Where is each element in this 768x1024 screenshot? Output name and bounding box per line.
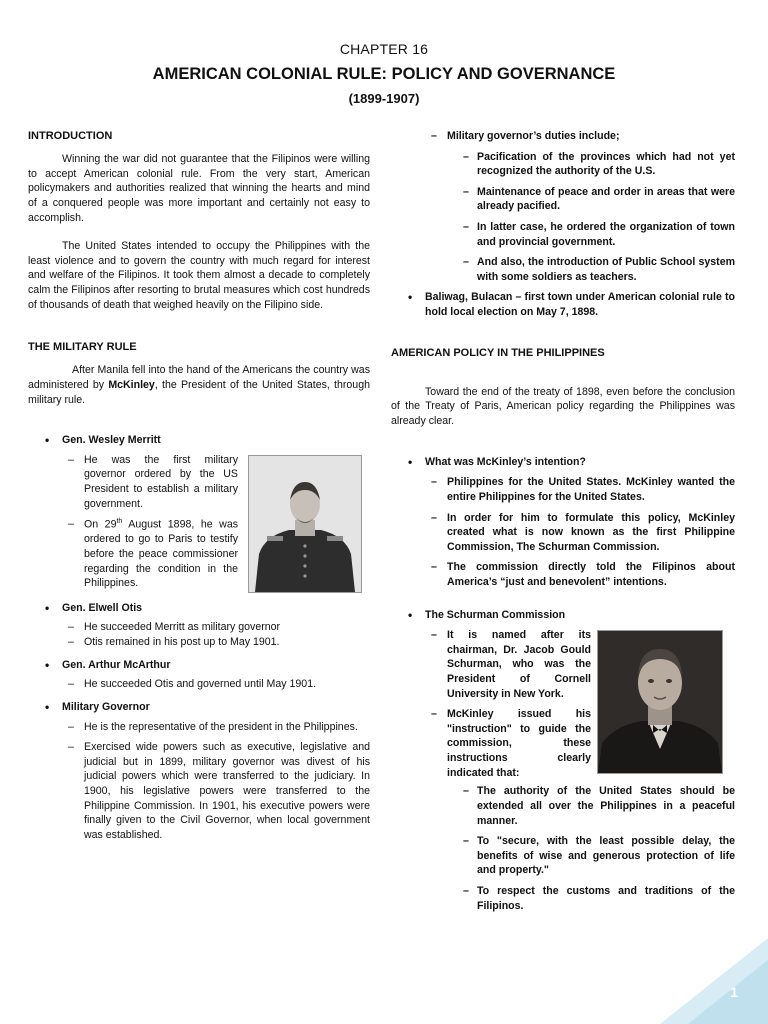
chapter-years: (1899-1907) [348,91,420,107]
merritt-detail-2: – On 29th August 1898, he was ordered to go to Paris to testify before the peace commissioner regarding the condition in the Philippines. [28,517,238,591]
intention-detail-1: – Philippines for the United States. McKinley wanted the entire Philippines for the United States. [391,475,735,504]
duty-item-2: – Maintenance of peace and order in areas that were already pacified. [391,185,735,214]
mcarthur-detail-1: – He succeeded Otis and governed until May 1901. [28,677,370,692]
right-column [391,129,735,913]
introduction-heading: INTRODUCTION [28,130,113,142]
duty-item-3: – In latter case, he ordered the organization of town and provincial government. [391,220,735,249]
page-corner-decoration [660,938,768,1024]
duties-label: – Military governor’s duties include; [391,129,735,144]
duty-item-4: – And also, the introduction of Public School system with some soldiers as teachers. [391,255,735,284]
schurman-portrait-photo [597,630,723,774]
merritt-bullet: • Gen. Wesley Merritt [28,433,370,448]
instruction-item-2: – To "secure, with the least possible delay, the benefits of wise and generous protection of life and property." [391,834,735,878]
schurman-detail-1: – It is named after its chairman, Dr. Jacob Gould Schurman, who was the President of Cornell University in New York. [391,628,591,701]
otis-detail-2: – Otis remained in his post up to May 1901. [28,635,370,650]
schurman-bullet: • The Schurman Commission [391,608,735,623]
instruction-item-3: – To respect the customs and traditions of the Filipinos. [391,884,735,913]
policy-paragraph: Toward the end of the treaty of 1898, even before the conclusion of the Treaty of Paris, American policy regarding the Philippines was already clear. [391,385,735,428]
page-number: 1 [730,983,738,1000]
merritt-detail-1: – He was the first military governor ordered by the US President to establish a military government. [28,453,238,511]
intro-paragraph-1: Winning the war did not guarantee that the Filipinos were willing to accept American colonial rule. From the very start, American policymakers and authorities realized that winning the hearts and mind of a conquered people was more important and certainly not easy to accomplish. [28,153,370,224]
intention-detail-3: – The commission directly told the Filipinos about America’s “just and benevolent” intentions. [391,560,735,589]
chapter-label: CHAPTER 16 [339,41,429,57]
american-policy-heading: AMERICAN POLICY IN THE PHILIPPINES [391,346,605,359]
otis-detail-1: – He succeeded Merritt as military governor [28,620,370,635]
merritt-portrait-photo [248,455,362,593]
governor-detail-2: – Exercised wide powers such as executive, legislative and judicial but in 1899, military governor was divest of his judicial powers which were transferred to the judiciary. In 1900, his legislative powers were transferred to the Philippine Commission. In 1901, his executive powers were finally given to the Civil Governor, when local government was established. [28,740,370,842]
mcarthur-bullet: • Gen. Arthur McArthur [28,658,370,673]
left-column [28,129,370,842]
military-rule-paragraph: After Manila fell into the hand of the Americans the country was administered by McKinley, the President of the United States, through military rule. [28,364,370,406]
chapter-title: AMERICAN COLONIAL RULE: POLICY AND GOVERNANCE [152,65,616,84]
duty-item-1: – Pacification of the provinces which had not yet recognized the authority of the U.S. [391,150,735,179]
military-governor-bullet: • Military Governor [28,700,370,715]
schurman-detail-2: – McKinley issued his "instruction" to guide the commission, these instructions clearly indicated that: [391,707,591,780]
mckinley-intention-bullet: • What was McKinley’s intention? [391,455,735,470]
military-rule-heading: THE MILITARY RULE [28,341,137,354]
intention-detail-2: – In order for him to formulate this policy, McKinley created what is now known as the first Philippine Commission, The Schurman Commission. [391,511,735,555]
instruction-item-1: – The authority of the United States should be extended all over the Philippines in a peaceful manner. [391,784,735,828]
page-header [0,40,768,108]
baliwag-bullet: • Baliwag, Bulacan – first town under American colonial rule to hold local election on May 7, 1898. [391,290,735,319]
intro-paragraph-2: The United States intended to occupy the Philippines with the least violence and to govern the country with much regard for interest and welfare of the Filipinos. It took them almost a decade to completely calm the Filipinos after resorting to brutal measures which cost hundreds of thousands of death that weighed heavily on the Filipino side. [28,240,370,311]
governor-detail-1: – He is the representative of the president in the Philippines. [28,720,370,735]
otis-bullet: • Gen. Elwell Otis [28,601,370,616]
